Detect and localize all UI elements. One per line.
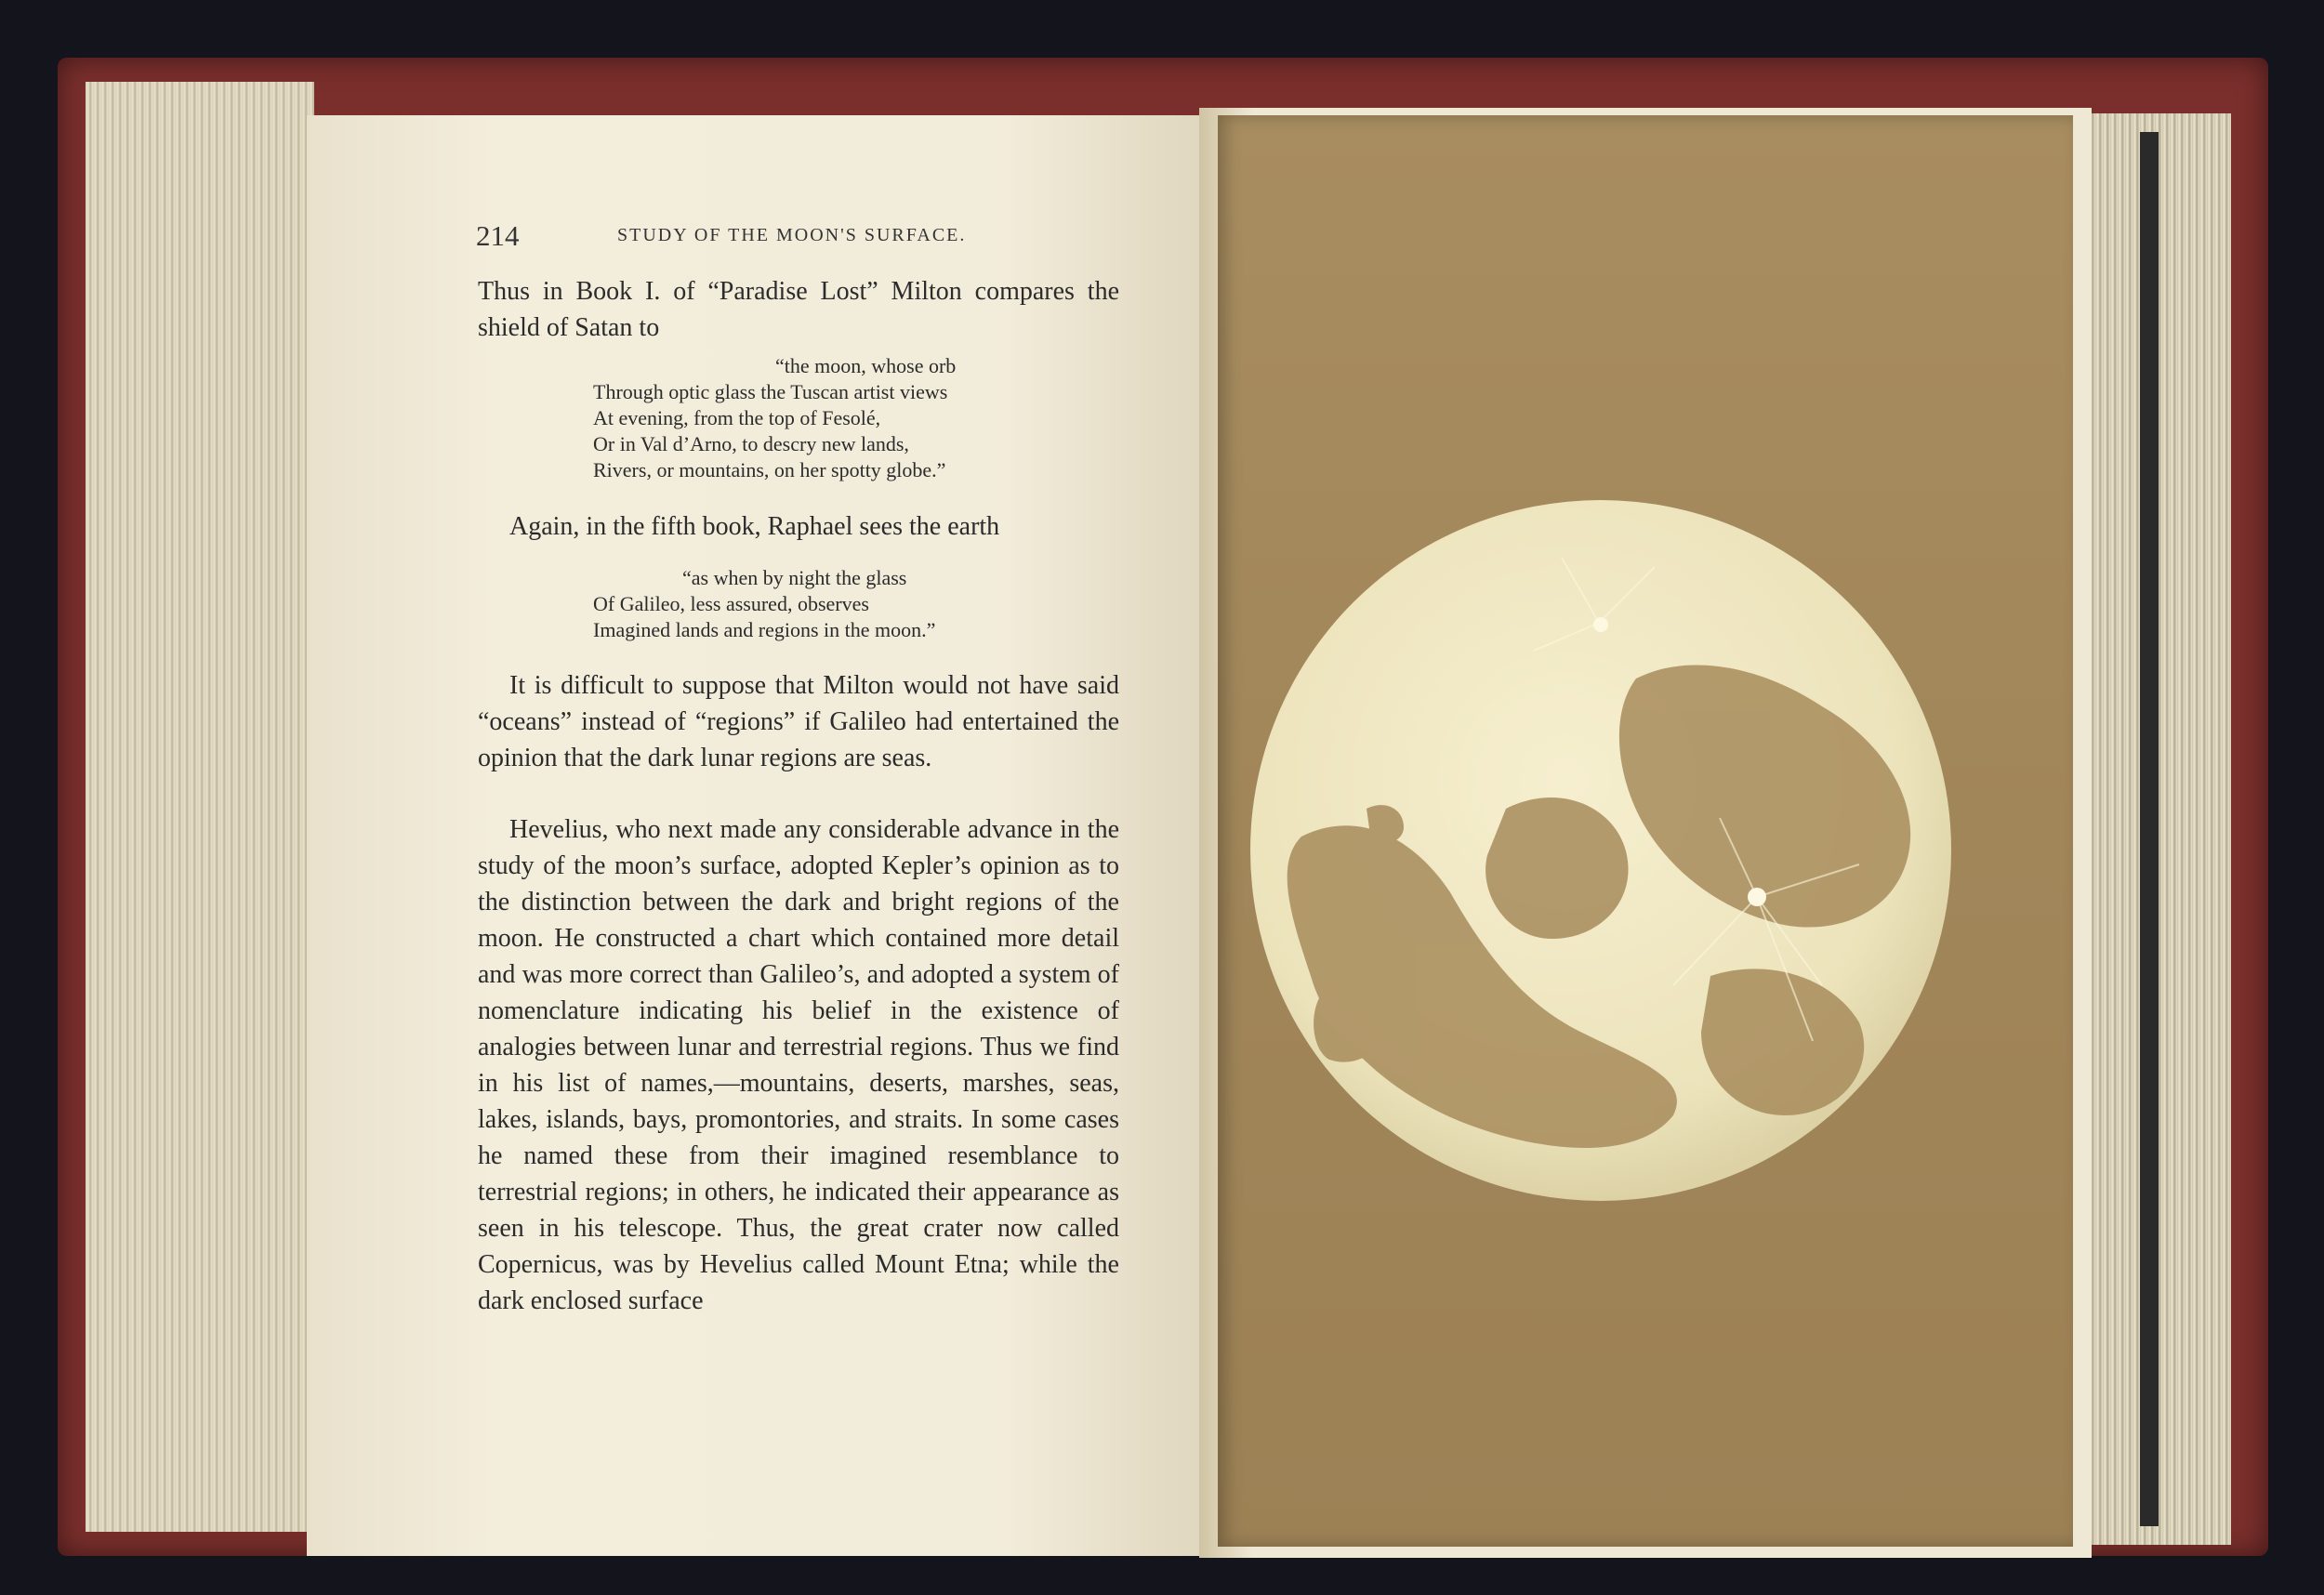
paragraph-4: Hevelius, who next made any considerable advance in the study of the moon’s surface, adopted Kepler’s opinion as to the distinction between the dark and bright regions of the moon. He constructed a chart which contained more detail and was more correct than Galileo’s, and adopted a system of nomenclature indicating his belief in the existence of analogies between lunar and terrestrial regions. Thus we find in his list of names,—mountains, deserts, marshes, seas, lakes, islands, bays, promontories, and straits. In some cases he named these from their imagined resemblance to terrestrial regions; in others, he indicated their appearance as seen in his telescope. Thus, the great crater now called Copernicus, was by Hevelius called Mount Etna; while the dark enclosed surface bbox=[478, 815, 1119, 1315]
quote-line: At evening, from the top of Fesolé, bbox=[593, 406, 881, 429]
quote-line: Imagined lands and regions in the moon.” bbox=[593, 618, 936, 641]
crater-tycho bbox=[1593, 617, 1608, 632]
paragraph-2: Again, in the fifth book, Raphael sees the earth bbox=[509, 512, 1000, 541]
running-title: STUDY OF THE MOON'S SURFACE. bbox=[617, 225, 967, 245]
paragraph-1: Thus in Book I. of “Paradise Lost” Milton compares the shield of Satan to bbox=[478, 277, 1119, 342]
quote-line: Through optic glass the Tuscan artist views bbox=[593, 380, 948, 403]
quote-2 bbox=[593, 565, 935, 643]
paragraph-3: It is difficult to suppose that Milton would not have said “oceans” instead of “regions” if Galileo had entertained the opinion that the dark lunar regions are seas. bbox=[478, 671, 1119, 772]
crater-copernicus bbox=[1748, 888, 1766, 906]
page-number: 214 bbox=[476, 219, 520, 252]
quote-line: Rivers, or mountains, on her spotty globe.” bbox=[593, 458, 946, 481]
quote-line: Of Galileo, less assured, observes bbox=[593, 592, 869, 615]
quote-line: “as when by night the glass bbox=[682, 566, 907, 589]
page-header bbox=[476, 219, 1117, 253]
quote-line: Or in Val d’Arno, to descry new lands, bbox=[593, 432, 909, 455]
quote-line: “the moon, whose orb bbox=[775, 354, 957, 377]
quote-1 bbox=[593, 353, 956, 483]
